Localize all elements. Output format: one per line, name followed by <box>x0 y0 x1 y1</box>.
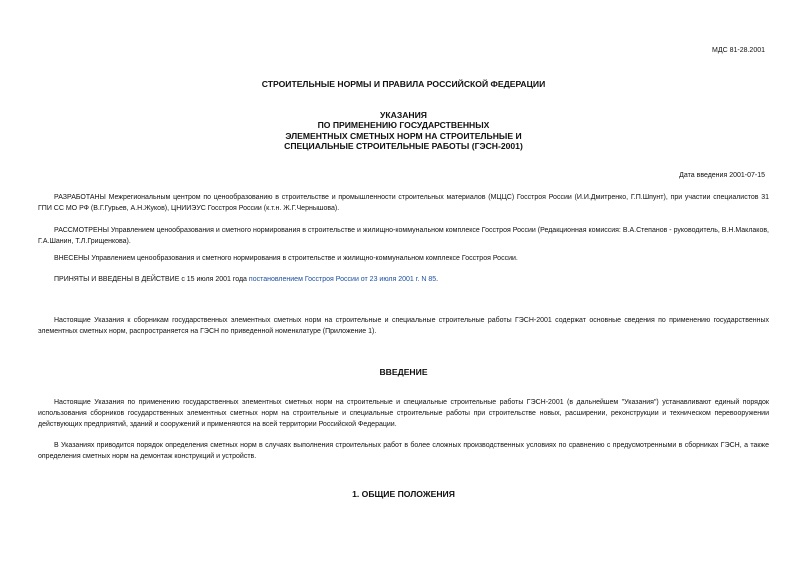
adopted-text: ПРИНЯТЫ И ВВЕДЕНЫ В ДЕЙСТВИЕ с 15 июля 2001 года <box>54 276 249 283</box>
introduction-paragraph: В Указаниях приводится порядок определения сметных норм в случаях выполнения строительных работ в более сложных производственных условиях по сравнению с предусмотренными в сборниках ГЭСН, а также определения сметных норм на демонтаж конструкций и устройств. <box>38 442 769 460</box>
title-line: ЭЛЕМЕНТНЫХ СМЕТНЫХ НОРМ НА СТРОИТЕЛЬНЫЕ И <box>285 130 522 141</box>
title-line: СПЕЦИАЛЬНЫЕ СТРОИТЕЛЬНЫЕ РАБОТЫ (ГЭСН-2001) <box>284 141 523 152</box>
adopted-suffix: . <box>436 276 439 283</box>
document-title <box>0 110 807 152</box>
introduction-date: Дата введения 2001-07-15 <box>679 172 765 179</box>
section-1-heading: 1. ОБЩИЕ ПОЛОЖЕНИЯ <box>352 489 455 499</box>
title-line: УКАЗАНИЯ <box>380 110 427 120</box>
resolution-link[interactable]: постановлением Госстроя России от 23 июля 2001 г. N 85 <box>248 276 437 283</box>
document-code: МДС 81-28.2001 <box>712 47 765 54</box>
submitted-paragraph: ВНЕСЕНЫ Управлением ценообразования и сметного нормирования в строительстве и жилищно-коммунальном комплексе Госстроя России. <box>54 255 518 262</box>
reviewed-paragraph: РАССМОТРЕНЫ Управлением ценообразования и сметного нормирования в строительстве и жилищно-коммунальном комплексе Госстроя России (Редакционная комиссия: В.А.Степанов - руководитель, В.Н.Маклаков, Г.А.Шанин, Т.Л.Грищенкова). <box>38 227 769 245</box>
developed-paragraph: РАЗРАБОТАНЫ Межрегиональным центром по ценообразованию в строительстве и промышленности строительных материалов (МЦЦС) Госстроя России (И.И.Дмитренко, Г.П.Шпунт), при участии специалистов 31 ГПИ СС МО РФ (В.Г.Гурьев, А.Н.Жуков), ЦНИИЭУС Госстроя России (к.т.н. Ж.Г.Чернышова). <box>38 194 769 212</box>
main-title: СТРОИТЕЛЬНЫЕ НОРМЫ И ПРАВИЛА РОССИЙСКОЙ ФЕДЕРАЦИИ <box>261 79 546 89</box>
adopted-paragraph <box>38 274 769 285</box>
introduction-paragraph: Настоящие Указания по применению государственных элементных сметных норм на строительные и специальные строительные работы ГЭСН-2001 (в дальнейшем "Указания") устанавливают единый порядок использования сборников государственных элементных сметных норм на строительные и специальные строительные работы при строительстве новых, расширении, реконструкции и техническом перевооружении действующих предприятий, зданий и сооружений и применяются на всей территории Российской Федерации. <box>38 399 769 428</box>
introduction-heading: ВВЕДЕНИЕ <box>379 367 428 377</box>
scope-paragraph: Настоящие Указания к сборникам государственных элементных сметных норм на строительные и специальные строительные работы ГЭСН-2001 содержат основные сведения по применению государственных элементных сметных норм, распространяется на ГЭСН по приведенной номенклатуре (Приложение 1). <box>38 317 769 335</box>
title-line: ПО ПРИМЕНЕНИЮ ГОСУДАРСТВЕННЫХ <box>317 120 490 131</box>
